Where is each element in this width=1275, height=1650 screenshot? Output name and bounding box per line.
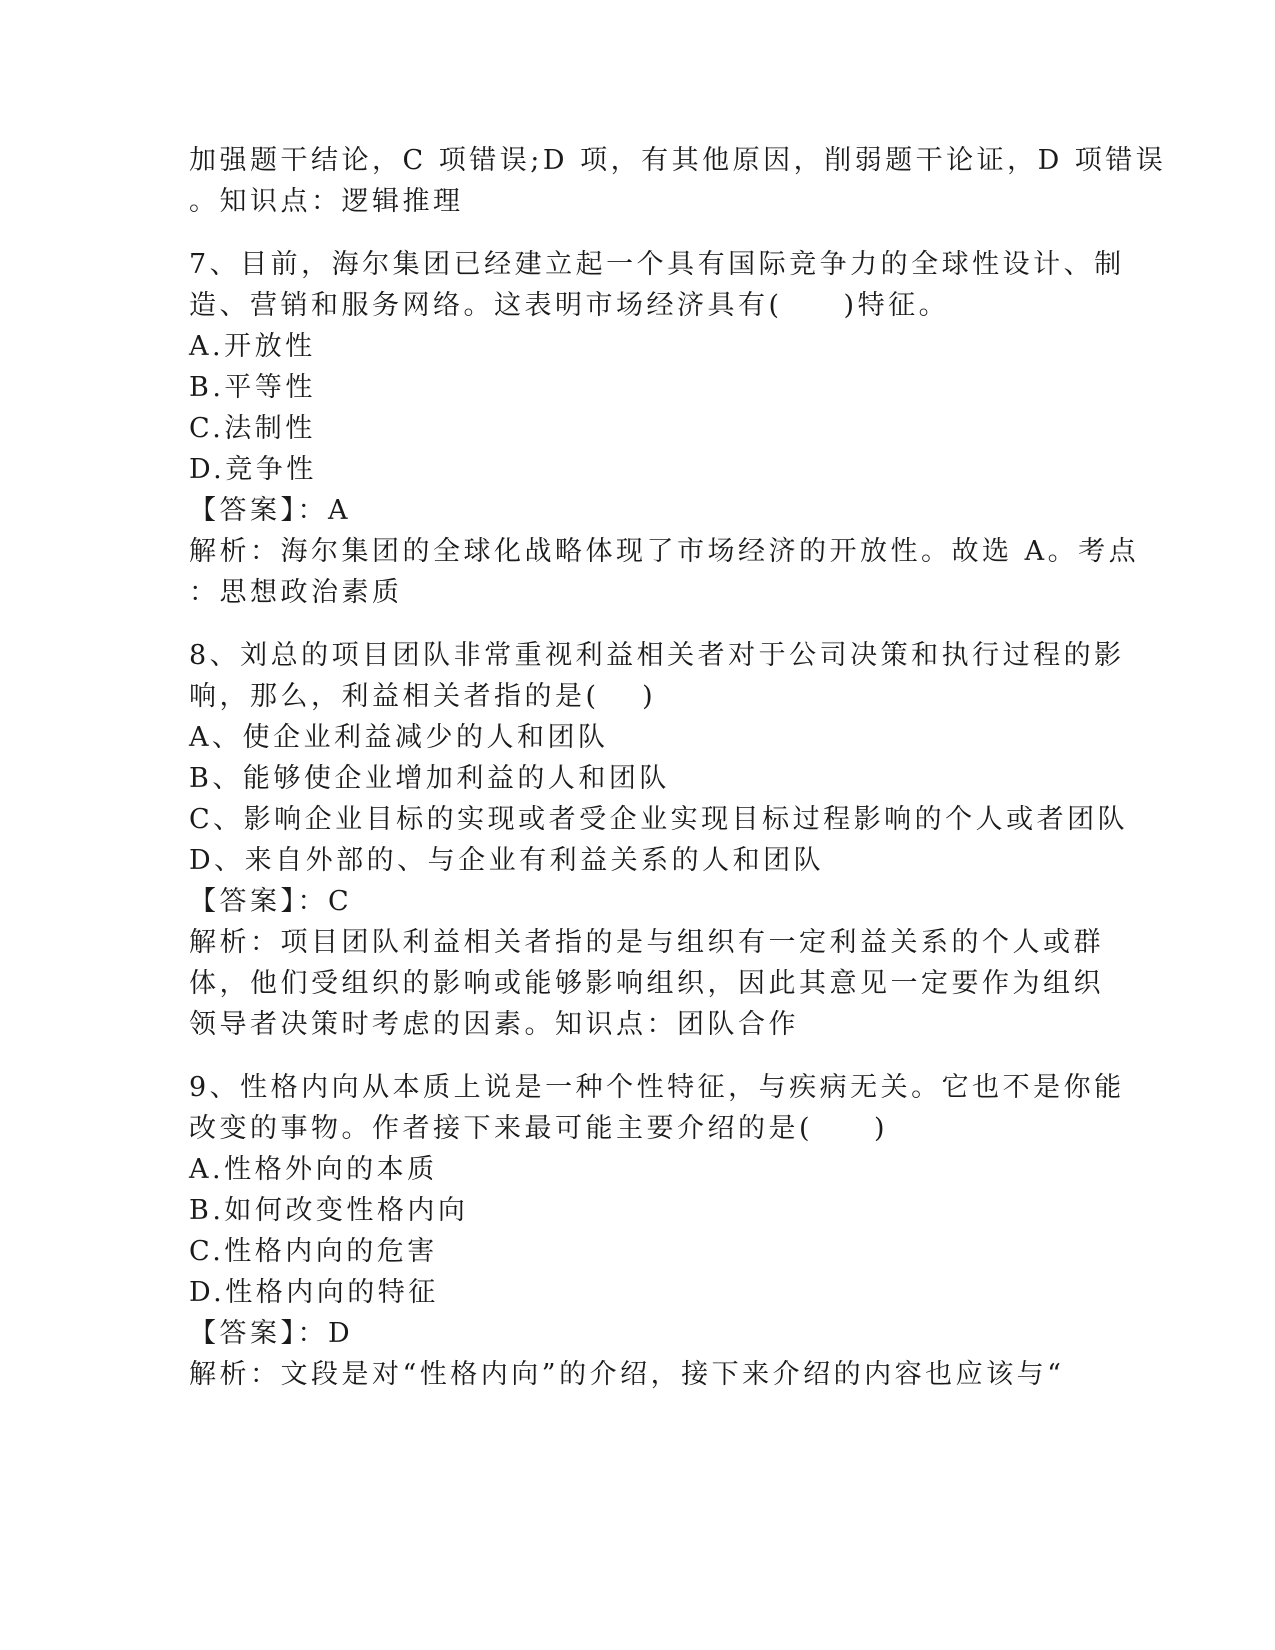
question-9-answer: 【答案】：D	[189, 1318, 354, 1349]
question-7-option-c: C.法制性	[189, 413, 316, 444]
question-7-option-b: B.平等性	[189, 372, 316, 403]
question-7-answer: 【答案】：A	[189, 495, 351, 526]
question-8-stem: 响，那么，利益相关者指的是( )	[189, 681, 657, 712]
question-7-option-d: D.竞争性	[189, 454, 317, 485]
question-8-option-c: C、影响企业目标的实现或者受企业实现目标过程影响的个人或者团队	[189, 804, 1129, 835]
question-8-analysis: 解析：项目团队利益相关者指的是与组织有一定利益关系的个人或群	[189, 927, 1104, 958]
question-7-stem: 造、营销和服务网络。这表明市场经济具有( )特征。	[189, 290, 950, 321]
question-9-option-b: B.如何改变性格内向	[189, 1195, 469, 1226]
question-7-analysis: 解析：海尔集团的全球化战略体现了市场经济的开放性。故选 A。考点	[189, 536, 1140, 567]
question-9-stem: 9、性格内向从本质上说是一种个性特征，与疾病无关。它也不是你能	[189, 1072, 1125, 1103]
question-8-stem: 8、刘总的项目团队非常重视利益相关者对于公司决策和执行过程的影	[189, 640, 1125, 671]
question-8-option-a: A、使企业利益减少的人和团队	[189, 722, 609, 753]
continuation-line: 。知识点：逻辑推理	[189, 186, 464, 217]
question-9-option-c: C.性格内向的危害	[189, 1236, 438, 1267]
question-9-option-d: D.性格内向的特征	[189, 1277, 439, 1308]
question-7-option-a: A.开放性	[189, 331, 316, 362]
question-9-analysis: 解析：文段是对“性格内向”的介绍，接下来介绍的内容也应该与“	[189, 1359, 1065, 1390]
continuation-line: 加强题干结论，C 项错误;D 项，有其他原因，削弱题干论证，D 项错误	[189, 145, 1167, 176]
question-8-option-b: B、能够使企业增加利益的人和团队	[189, 763, 670, 794]
question-7-stem: 7、目前，海尔集团已经建立起一个具有国际竞争力的全球性设计、制	[189, 249, 1125, 280]
question-8-analysis: 领导者决策时考虑的因素。知识点：团队合作	[189, 1009, 799, 1040]
question-7-analysis: ：思想政治素质	[189, 577, 403, 608]
question-9-option-a: A.性格外向的本质	[189, 1154, 438, 1185]
question-8-answer: 【答案】：C	[189, 886, 353, 917]
question-9-stem: 改变的事物。作者接下来最可能主要介绍的是( )	[189, 1113, 889, 1144]
question-8-option-d: D、来自外部的、与企业有利益关系的人和团队	[189, 845, 825, 876]
question-8-analysis: 体，他们受组织的影响或能够影响组织，因此其意见一定要作为组织	[189, 968, 1104, 999]
